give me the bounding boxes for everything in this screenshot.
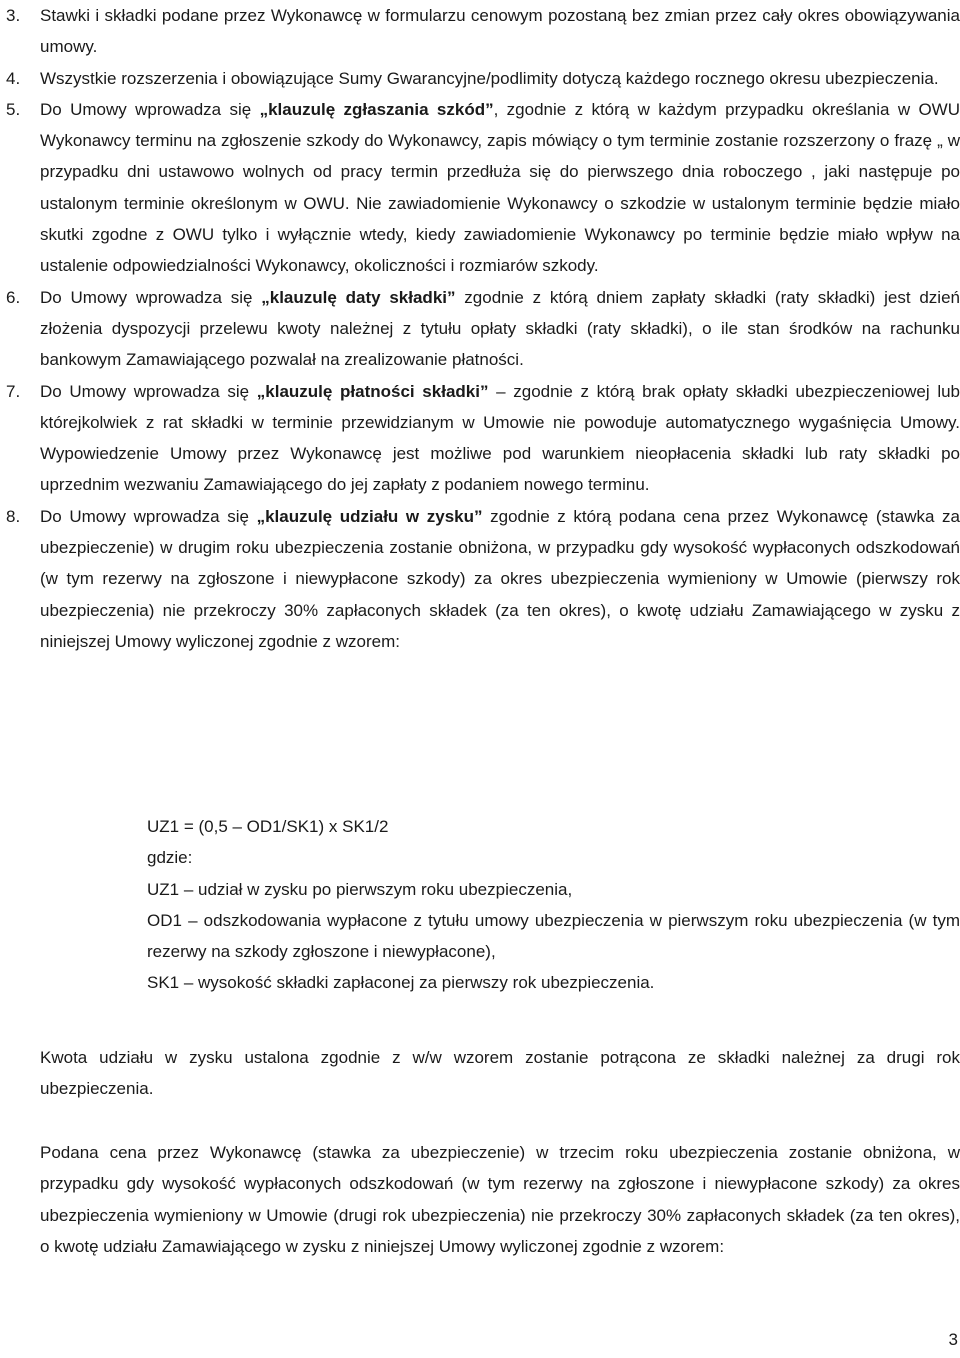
clause-name-bold: „klauzulę płatności składki” <box>256 381 489 401</box>
formula-definition: UZ1 – udział w zysku po pierwszym roku ubezpieczenia, <box>147 879 573 899</box>
list-item-8 <box>0 501 960 657</box>
formula-definition: OD1 – odszkodowania wypłacone z tytułu umowy ubezpieczenia w pierwszym roku ubezpieczenia (w tym rezerwy na szkody zgłoszone i niewypłacone), <box>147 910 960 962</box>
clause-name-bold: „klauzulę zgłaszania szkód” <box>259 99 494 119</box>
list-item-text: Stawki i składki podane przez Wykonawcę w formularzu cenowym pozostaną bez zmian przez cały okres obowiązywania umowy. <box>40 6 960 57</box>
formula-equation: UZ1 = (0,5 – OD1/SK1) x SK1/2 <box>147 817 389 836</box>
list-number: 3. <box>6 6 21 25</box>
list-number: 8. <box>6 506 21 526</box>
text-run: Do Umowy wprowadza się <box>40 287 262 307</box>
list-item-text <box>40 94 960 282</box>
clause-name-bold: „klauzulę daty składki” <box>261 287 456 307</box>
formula-where-label: gdzie: <box>147 848 193 868</box>
list-item-5 <box>0 94 960 282</box>
list-item-7 <box>0 376 960 501</box>
list-item-text <box>40 376 960 501</box>
list-item-6 <box>0 282 960 376</box>
text-run: – zgodnie z którą brak opłaty składki ubezpieczeniowej lub którejkolwiek z rat składki w terminie przewidzianym w Umowie nie powoduje automatycznego wygaśnięcia Umowy. Wypowiedzenie Umowy przez Wykonawcę jest możliwe pod warunkiem nieopłacenia składki lub raty składki po uprzednim wezwaniu Zamawiającego do jej zapłaty z podaniem nowego terminu. <box>40 381 960 495</box>
list-item-text <box>40 501 960 657</box>
list-number: 7. <box>6 381 21 401</box>
formula-definition: SK1 – wysokość składki zapłaconej za pierwszy rok ubezpieczenia. <box>147 973 655 993</box>
text-run: Do Umowy wprowadza się <box>40 99 260 119</box>
list-item-3 <box>0 0 960 63</box>
numbered-list <box>0 0 960 657</box>
list-number: 5. <box>6 99 21 119</box>
text-run: zgodnie z którą podana cena przez Wykonawcę (stawka za ubezpieczenie) w drugim roku ubezpieczenia zostanie obniżona, w przypadku gdy wysokość wypłaconych odszkodowań (w tym rezerwy na zgłoszone i niewypłacone szkody) za okres ubezpieczenia wymieniony w Umowie (pierwszy rok ubezpieczenia) nie przekroczy 30% zapłaconych składek (za ten okres), o kwotę udziału Zamawiającego w zysku z niniejszej Umowy wyliczonej zgodnie z wzorem: <box>40 506 960 651</box>
list-item-text <box>40 282 960 376</box>
list-number: 4. <box>6 68 21 88</box>
paragraph: Podana cena przez Wykonawcę (stawka za ubezpieczenie) w trzecim roku ubezpieczenia zostanie obniżona, w przypadku gdy wysokość wypłaconych odszkodowań (w tym rezerwy na zgłoszone i niewypłacone szkody) za okres ubezpieczenia wymieniony w Umowie (drugi rok ubezpieczenia) nie przekroczy 30% zapłaconych składek (za ten okres), o kwotę udziału Zamawiającego w zysku z niniejszej Umowy wyliczonej zgodnie z wzorem: <box>40 1143 960 1256</box>
list-item-text: Wszystkie rozszerzenia i obowiązujące Sumy Gwarancyjne/podlimity dotyczą każdego rocznego okresu ubezpieczenia. <box>40 68 939 88</box>
page-number: 3 <box>948 1330 958 1349</box>
clause-name-bold: „klauzulę udziału w zysku” <box>256 506 483 526</box>
text-run: Do Umowy wprowadza się <box>40 381 257 401</box>
list-number: 6. <box>6 287 21 307</box>
paragraph: Kwota udziału w zysku ustalona zgodnie z w/w wzorem zostanie potrącona ze składki należnej za drugi rok ubezpieczenia. <box>40 1048 960 1099</box>
list-item-4 <box>0 63 960 94</box>
text-run: , zgodnie z którą w każdym przypadku określania w OWU Wykonawcy terminu na zgłoszenie szkody do Wykonawcy, zapis mówiący o tym terminie zostanie rozszerzony o frazę „ w przypadku dni ustawowo wolnych od pracy termin przedłuża się do pierwszego dnia roboczego , jaki następuje po ustalonym terminie określonym w OWU. Nie zawiadomienie Wykonawcy o szkodzie w ustalonym terminie będzie miało skutki zgodne z OWU tylko i wyłącznie wtedy, kiedy zawiadomienie Wykonawcy po terminie będzie miało wpływ na ustalenie odpowiedzialności Wykonawcy, okoliczności i rozmiarów szkody. <box>40 99 960 276</box>
text-run: zgodnie z którą dniem zapłaty składki (raty składki) jest dzień złożenia dyspozycji przelewu kwoty należnej z tytułu opłaty składki (raty składki), o ile stan środków na rachunku bankowym Zamawiającego pozwalał na zrealizowanie płatności. <box>40 287 960 370</box>
text-run: Do Umowy wprowadza się <box>40 506 257 526</box>
formula-block <box>147 811 960 999</box>
